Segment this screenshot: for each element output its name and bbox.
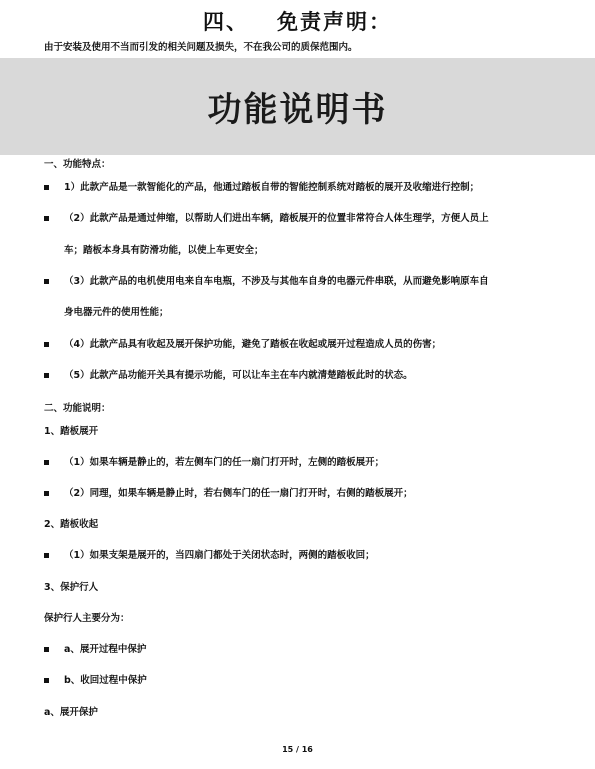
protection-intro: 保护行人主要分为： <box>44 613 130 624</box>
previous-section-number: 四、 <box>203 10 249 34</box>
bullet-square-icon <box>44 373 49 378</box>
bullet-square-icon <box>44 216 49 221</box>
bullet-square-icon <box>44 553 49 558</box>
previous-section-title: 免责声明： <box>277 10 392 34</box>
bullet-square-icon <box>44 185 49 190</box>
document-title: 功能说明书 <box>207 90 388 130</box>
title-banner <box>0 58 595 155</box>
disclaimer-text: 由于安装及使用不当而引发的相关问题及损失，不在我公司的质保范围内。 <box>44 42 358 53</box>
subsection-heading-deploy: 1、踏板展开 <box>44 426 99 437</box>
bullet-square-icon <box>44 342 49 347</box>
previous-section-heading <box>0 6 595 36</box>
list-item-continuation: 身电器元件的使用性能； <box>64 307 169 318</box>
bullet-square-icon <box>44 647 49 652</box>
list-item-continuation: 车；踏板本身具有防滑功能，以使上车更安全； <box>64 245 264 256</box>
bullet-square-icon <box>44 491 49 496</box>
section-heading-features: 一、功能特点： <box>44 159 111 170</box>
bullet-square-icon <box>44 460 49 465</box>
bullet-square-icon <box>44 678 49 683</box>
subsection-heading-protection: 3、保护行人 <box>44 582 99 593</box>
subsection-heading-deploy-protection: a、展开保护 <box>44 707 98 718</box>
bullet-square-icon <box>44 279 49 284</box>
section-heading-functions: 二、功能说明： <box>44 403 111 414</box>
page-number: 15 / 16 <box>282 745 313 754</box>
subsection-heading-retract: 2、踏板收起 <box>44 519 99 530</box>
